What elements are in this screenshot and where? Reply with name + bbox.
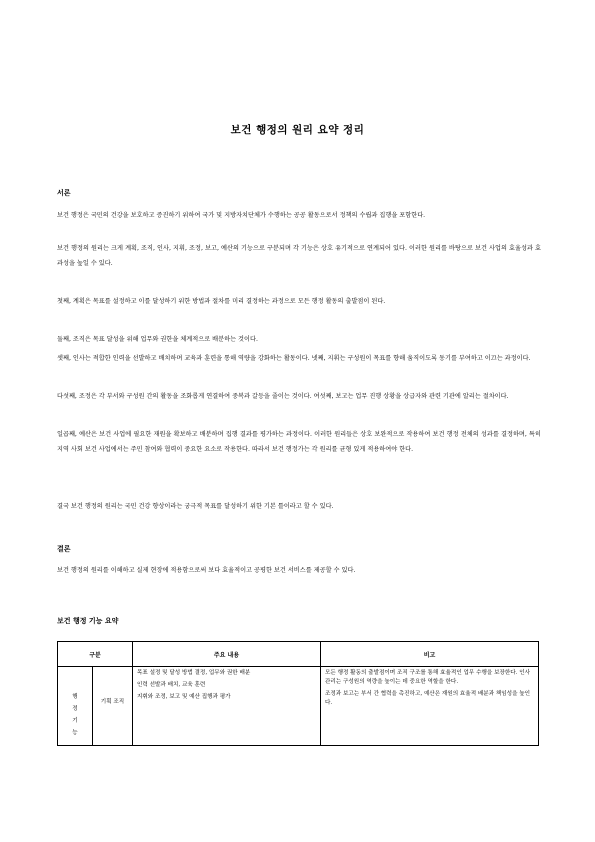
content-line: 지휘와 조정, 보고 및 예산 집행과 평가 (137, 694, 231, 700)
paragraph: 보건 행정은 국민의 건강을 보호하고 증진하기 위하여 국가 및 지방자치단체가 수행하는 공공 활동으로서 정책의 수립과 집행을 포함한다. (57, 212, 426, 219)
table-header-category: 구분 (58, 642, 133, 667)
table-row (58, 667, 539, 746)
table-header-remarks: 비고 (321, 642, 539, 667)
remarks-line: 조정과 보고는 부서 간 협력을 촉진하고, 예산은 재원의 효율적 배분과 책임성을 높인다. (325, 691, 531, 706)
table-header-row (58, 642, 539, 667)
section-label-conclusion: 결론 (57, 545, 71, 553)
table-vertical-label (58, 667, 93, 746)
paragraph: 둘째, 조직은 목표 달성을 위해 업무와 권한을 체계적으로 배분하는 것이다. (57, 336, 258, 343)
paragraph: 다섯째, 조정은 각 부서와 구성원 간의 활동을 조화롭게 연결하여 중복과 갈등을 줄이는 것이다. 여섯째, 보고는 업무 진행 상황을 상급자와 관련 기관에 알리는 절차이다. (57, 393, 509, 400)
remarks-line: 모든 행정 활동의 출발점이며 조직 구조를 통해 효율적인 업무 수행을 보장한다. 인사 관리는 구성원의 역량을 높이는 데 중요한 역할을 한다. (325, 670, 531, 685)
table-header-content: 주요 내용 (133, 642, 321, 667)
conclusion-paragraph: 보건 행정의 원리를 이해하고 실제 현장에 적용함으로써 보다 효율적이고 공평한 보건 서비스를 제공할 수 있다. (57, 567, 356, 574)
paragraph: 일곱째, 예산은 보건 사업에 필요한 재원을 확보하고 배분하며 집행 결과를 평가하는 과정이다. 이러한 원리들은 상호 보완적으로 작용하여 보건 행정 전체의 성과를 결정하며, 특히 지역 사회 보건 사업에서는 주민 참여와 협력이 중요한 요소로 작용한다. 따라서 보건 행정가는 각 원리를 균형 있게 적용하여야 한다. (57, 431, 541, 453)
paragraph: 셋째, 인사는 적합한 인력을 선발하고 배치하며 교육과 훈련을 통해 역량을 강화하는 활동이다. 넷째, 지휘는 구성원이 목표를 향해 움직이도록 동기를 부여하고 이끄는 과정이다. (57, 355, 531, 362)
table-content-cell (133, 667, 321, 746)
paragraph: 첫째, 계획은 목표를 설정하고 이를 달성하기 위한 방법과 절차를 미리 결정하는 과정으로 모든 행정 활동의 출발점이 된다. (57, 298, 386, 305)
table-remarks-cell (321, 667, 539, 746)
paragraph: 결국 보건 행정의 원리는 국민 건강 향상이라는 궁극적 목표를 달성하기 위한 기본 틀이라고 할 수 있다. (57, 503, 334, 510)
summary-table (57, 641, 539, 746)
content-line: 목표 설정 및 달성 방법 결정, 업무와 권한 배분 (137, 670, 251, 676)
vertical-label-text: 행 정 기 능 (72, 694, 78, 736)
document-title: 보건 행정의 원리 요약 정리 (230, 124, 365, 136)
paragraph: 보건 행정의 원리는 크게 계획, 조직, 인사, 지휘, 조정, 보고, 예산의 기능으로 구분되며 각 기능은 상호 유기적으로 연계되어 있다. 이러한 원리를 바탕으로 보건 사업의 효율성과 효과성을 높일 수 있다. (57, 245, 541, 267)
table-category-cell: 기획 조직 (93, 667, 133, 746)
table-label: 보건 행정 기능 요약 (57, 617, 119, 625)
section-label-intro: 서론 (57, 189, 71, 197)
content-line: 인력 선발과 배치, 교육 훈련 (137, 682, 206, 688)
